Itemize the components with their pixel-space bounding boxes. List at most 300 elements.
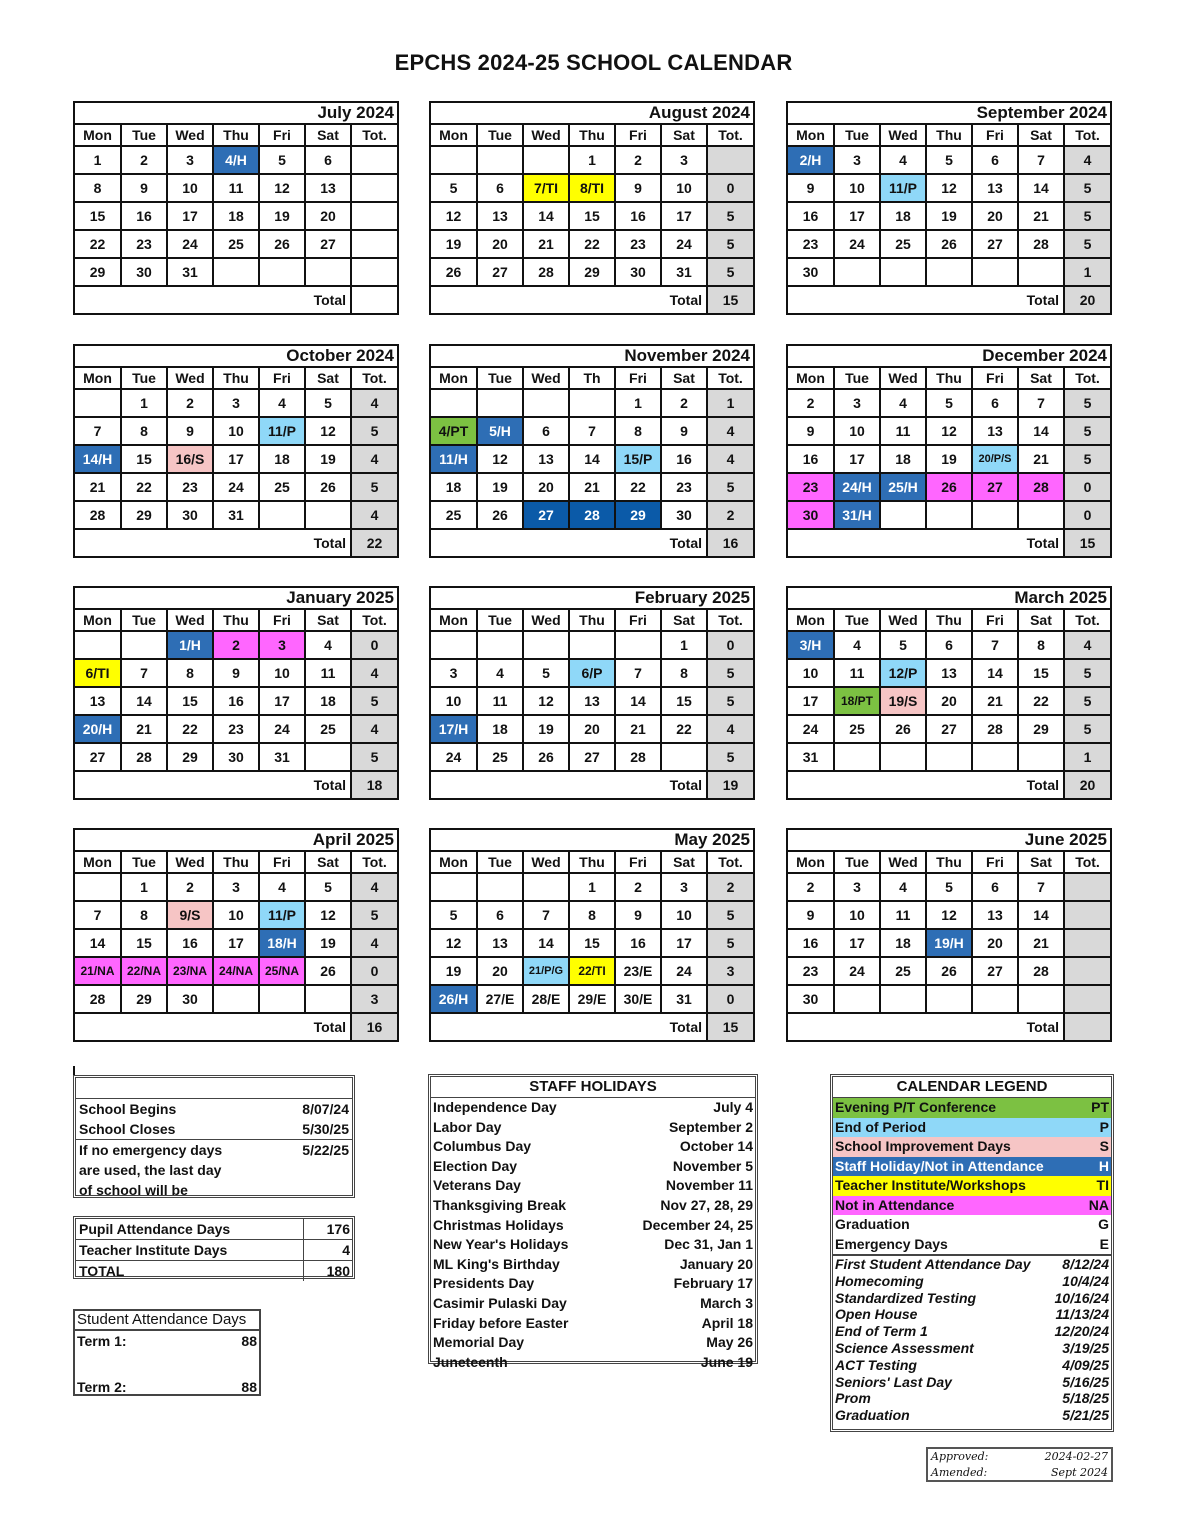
day-cell: 10 <box>834 174 880 202</box>
key-event-row: Graduation 5/21/25 <box>835 1407 1109 1424</box>
total-column-header: Tot. <box>1064 368 1110 389</box>
day-cell: 20 <box>477 230 523 258</box>
staff-holiday-row: Memorial Day May 26 <box>433 1334 753 1351</box>
day-cell: 11/H <box>431 445 477 473</box>
day-cell: 18 <box>880 929 926 957</box>
amended-row: Amended: Sept 2024 <box>931 1466 1108 1479</box>
day-cell: 2 <box>788 389 834 417</box>
day-cell: 20 <box>305 202 351 230</box>
weekday-header: Tue <box>477 610 523 631</box>
week-row <box>788 473 1110 501</box>
day-cell: 19 <box>523 715 569 743</box>
day-cell <box>431 389 477 417</box>
key-dates-box <box>73 1075 355 1198</box>
day-cell: 4 <box>305 631 351 659</box>
day-cell: 14/H <box>75 445 121 473</box>
day-cell: 16 <box>788 445 834 473</box>
day-cell <box>305 985 351 1013</box>
day-cell: 30 <box>661 501 707 529</box>
day-cell: 3 <box>167 146 213 174</box>
staff-holiday-row: Labor Day September 2 <box>433 1118 753 1135</box>
day-cell: 15 <box>75 202 121 230</box>
day-cell: 3 <box>259 631 305 659</box>
legend-item-pt: Evening P/T Conference PT <box>833 1098 1111 1118</box>
day-cell <box>834 985 880 1013</box>
week-total: 5 <box>351 473 397 501</box>
day-cell: 3 <box>213 873 259 901</box>
day-cell: 2 <box>167 873 213 901</box>
week-row <box>431 901 753 929</box>
staff-holiday-row: New Year's Holidays Dec 31, Jan 1 <box>433 1236 753 1253</box>
day-cell: 25 <box>213 230 259 258</box>
weekday-header: Wed <box>523 852 569 873</box>
week-total: 2 <box>707 873 753 901</box>
day-cell: 2 <box>661 389 707 417</box>
day-cell: 1 <box>569 146 615 174</box>
month-title: September 2024 <box>788 103 1110 125</box>
weekday-header: Tue <box>477 368 523 389</box>
week-total <box>1064 957 1110 985</box>
day-cell: 14 <box>1018 417 1064 445</box>
week-row <box>431 445 753 473</box>
week-total: 4 <box>351 929 397 957</box>
week-total: 5 <box>707 929 753 957</box>
weekday-header: Mon <box>75 125 121 146</box>
weekday-header: Fri <box>615 125 661 146</box>
week-row <box>431 389 753 417</box>
day-cell <box>972 501 1018 529</box>
week-row <box>75 445 397 473</box>
week-row <box>75 873 397 901</box>
approved-row: Approved: 2024-02-27 <box>931 1450 1108 1463</box>
weekday-header: Wed <box>880 125 926 146</box>
week-row <box>788 901 1110 929</box>
day-cell: 9 <box>788 417 834 445</box>
day-cell: 22 <box>167 715 213 743</box>
day-cell: 12 <box>477 445 523 473</box>
week-row <box>788 501 1110 529</box>
day-cell: 8 <box>167 659 213 687</box>
day-cell: 12 <box>305 901 351 929</box>
day-cell <box>523 389 569 417</box>
day-cell: 2 <box>121 146 167 174</box>
day-cell: 6 <box>305 146 351 174</box>
day-cell: 5/H <box>477 417 523 445</box>
day-cell <box>972 258 1018 286</box>
day-cell: 29 <box>75 258 121 286</box>
day-cell <box>1018 258 1064 286</box>
day-cell <box>926 501 972 529</box>
day-cell: 26 <box>259 230 305 258</box>
day-cell: 26 <box>926 957 972 985</box>
day-cell: 5 <box>926 146 972 174</box>
day-cell: 6 <box>477 174 523 202</box>
day-cell: 14 <box>972 659 1018 687</box>
day-cell: 22 <box>615 473 661 501</box>
day-cell: 25/NA <box>259 957 305 985</box>
day-cell: 15 <box>121 929 167 957</box>
week-total: 5 <box>1064 659 1110 687</box>
week-total: 5 <box>1064 389 1110 417</box>
day-cell: 24 <box>661 957 707 985</box>
month-grid <box>431 852 753 1040</box>
day-cell: 2 <box>615 146 661 174</box>
key-event-row: Standardized Testing 10/16/24 <box>835 1289 1109 1306</box>
month-total-label: Total <box>431 529 707 556</box>
day-cell: 23 <box>615 230 661 258</box>
day-cell: 21 <box>1018 929 1064 957</box>
day-cell: 7 <box>569 417 615 445</box>
week-row <box>75 901 397 929</box>
day-cell: 25 <box>880 230 926 258</box>
month-july-2024 <box>73 101 399 315</box>
weekday-header: Thu <box>569 125 615 146</box>
week-row <box>788 230 1110 258</box>
day-cell: 15 <box>167 687 213 715</box>
day-cell: 20 <box>477 957 523 985</box>
day-cell: 26 <box>926 230 972 258</box>
day-cell: 8 <box>121 417 167 445</box>
month-grid <box>431 610 753 798</box>
day-cell: 6 <box>523 417 569 445</box>
staff-holiday-row: Christmas Holidays December 24, 25 <box>433 1216 753 1233</box>
day-cell <box>880 985 926 1013</box>
total-column-header: Tot. <box>707 368 753 389</box>
day-cell: 23 <box>213 715 259 743</box>
month-title: July 2024 <box>75 103 397 125</box>
weekday-header: Mon <box>75 368 121 389</box>
day-cell: 1 <box>75 146 121 174</box>
staff-holiday-row: Friday before Easter April 18 <box>433 1314 753 1331</box>
day-cell: 1 <box>661 631 707 659</box>
day-cell: 20 <box>523 473 569 501</box>
month-title: August 2024 <box>431 103 753 125</box>
day-cell: 7 <box>1018 873 1064 901</box>
month-total-label: Total <box>75 771 351 798</box>
weekday-header: Tue <box>477 125 523 146</box>
day-cell: 10 <box>661 901 707 929</box>
day-cell: 17 <box>788 687 834 715</box>
weekday-header: Thu <box>926 125 972 146</box>
week-row <box>431 715 753 743</box>
day-cell: 30/E <box>615 985 661 1013</box>
week-row <box>431 202 753 230</box>
month-january-2025 <box>73 586 399 800</box>
day-cell: 7 <box>1018 389 1064 417</box>
day-cell: 29 <box>615 501 661 529</box>
week-row <box>431 687 753 715</box>
day-cell: 11 <box>880 417 926 445</box>
total-column-header: Tot. <box>1064 852 1110 873</box>
day-cell <box>834 258 880 286</box>
day-cell: 30 <box>213 743 259 771</box>
weekday-header: Thu <box>213 610 259 631</box>
day-cell: 13 <box>523 445 569 473</box>
day-cell: 27 <box>926 715 972 743</box>
day-cell: 24/H <box>834 473 880 501</box>
day-cell: 25 <box>834 715 880 743</box>
weekday-header: Thu <box>926 852 972 873</box>
weekday-header: Fri <box>972 368 1018 389</box>
week-total: 5 <box>707 659 753 687</box>
day-cell: 2 <box>615 873 661 901</box>
day-cell: 7/TI <box>523 174 569 202</box>
day-cell: 3 <box>431 659 477 687</box>
week-row <box>431 473 753 501</box>
day-cell: 12 <box>431 929 477 957</box>
day-cell: 16 <box>788 929 834 957</box>
day-cell: 26 <box>880 715 926 743</box>
day-cell: 31 <box>661 258 707 286</box>
weekday-header: Mon <box>75 852 121 873</box>
day-cell: 9 <box>788 901 834 929</box>
key-event-row: Homecoming 10/4/24 <box>835 1272 1109 1289</box>
day-cell: 6 <box>926 631 972 659</box>
week-total: 5 <box>1064 202 1110 230</box>
day-cell: 23 <box>788 473 834 501</box>
month-total-label: Total <box>431 286 707 313</box>
key-event-row: Seniors' Last Day 5/16/25 <box>835 1373 1109 1390</box>
day-cell <box>926 743 972 771</box>
week-total: 5 <box>707 258 753 286</box>
weekday-header: Mon <box>788 852 834 873</box>
key-dates-blank-header <box>76 1078 352 1099</box>
day-cell: 1 <box>121 873 167 901</box>
month-grid <box>75 610 397 798</box>
day-cell: 14 <box>121 687 167 715</box>
day-cell: 18 <box>477 715 523 743</box>
week-row <box>788 631 1110 659</box>
day-cell: 21 <box>75 473 121 501</box>
day-cell: 1 <box>121 389 167 417</box>
week-row <box>431 230 753 258</box>
weekday-header: Thu <box>213 852 259 873</box>
day-cell: 7 <box>615 659 661 687</box>
week-row <box>788 417 1110 445</box>
day-cell: 17 <box>661 202 707 230</box>
staff-holiday-row: ML King's Birthday January 20 <box>433 1255 753 1272</box>
day-cell: 27 <box>972 473 1018 501</box>
day-cell <box>1018 985 1064 1013</box>
legend-item-ti: Teacher Institute/Workshops TI <box>833 1176 1111 1196</box>
day-cell: 14 <box>523 929 569 957</box>
day-cell <box>305 258 351 286</box>
day-cell: 27 <box>972 957 1018 985</box>
day-cell: 27 <box>305 230 351 258</box>
day-cell: 7 <box>972 631 1018 659</box>
month-grid <box>788 610 1110 798</box>
legend-item-s: School Improvement Days S <box>833 1137 1111 1157</box>
weekday-header: Wed <box>880 610 926 631</box>
week-row <box>75 985 397 1013</box>
month-title: December 2024 <box>788 346 1110 368</box>
day-cell: 31 <box>167 258 213 286</box>
legend-item-p: End of Period P <box>833 1118 1111 1138</box>
day-cell: 5 <box>926 873 972 901</box>
month-total-value: 15 <box>707 1013 753 1040</box>
day-cell <box>880 501 926 529</box>
weekday-header: Mon <box>788 610 834 631</box>
week-row <box>431 873 753 901</box>
day-cell: 28 <box>972 715 1018 743</box>
weekday-header: Wed <box>523 368 569 389</box>
week-row <box>788 146 1110 174</box>
weekday-header: Mon <box>788 125 834 146</box>
week-total: 2 <box>707 501 753 529</box>
month-total-value <box>1064 1013 1110 1040</box>
week-total: 5 <box>1064 687 1110 715</box>
day-cell: 23 <box>121 230 167 258</box>
weekday-header: Fri <box>615 852 661 873</box>
month-grid <box>75 125 397 313</box>
day-cell: 10 <box>213 417 259 445</box>
day-cell: 3 <box>834 873 880 901</box>
week-row <box>75 715 397 743</box>
day-cell: 23 <box>167 473 213 501</box>
key-date-row: of school will be <box>79 1182 188 1198</box>
summary-row: TOTAL 180 <box>76 1260 352 1281</box>
week-total: 3 <box>351 985 397 1013</box>
day-cell: 14 <box>523 202 569 230</box>
day-cell: 26 <box>523 743 569 771</box>
month-total-label: Total <box>788 771 1064 798</box>
day-cell: 4 <box>259 389 305 417</box>
day-cell: 5 <box>305 873 351 901</box>
month-total-value: 18 <box>351 771 397 798</box>
day-cell <box>523 873 569 901</box>
weekday-header: Wed <box>167 125 213 146</box>
day-cell: 10 <box>259 659 305 687</box>
approval-box <box>926 1447 1113 1482</box>
week-row <box>431 417 753 445</box>
day-cell: 13 <box>305 174 351 202</box>
week-total: 5 <box>1064 445 1110 473</box>
day-cell: 25 <box>259 473 305 501</box>
weekday-header: Thu <box>569 852 615 873</box>
week-total: 4 <box>707 445 753 473</box>
day-cell: 11 <box>305 659 351 687</box>
day-cell: 26 <box>477 501 523 529</box>
day-cell: 19 <box>305 445 351 473</box>
day-cell: 3 <box>834 389 880 417</box>
day-cell: 28 <box>615 743 661 771</box>
day-cell: 18 <box>259 445 305 473</box>
month-total-value: 20 <box>1064 286 1110 313</box>
day-cell: 28/E <box>523 985 569 1013</box>
day-cell: 19 <box>926 202 972 230</box>
month-total-value: 15 <box>707 286 753 313</box>
day-cell: 22 <box>569 230 615 258</box>
staff-holiday-row: Presidents Day February 17 <box>433 1275 753 1292</box>
month-grid <box>431 125 753 313</box>
day-cell: 12 <box>305 417 351 445</box>
day-cell: 28 <box>1018 230 1064 258</box>
week-total: 1 <box>1064 258 1110 286</box>
day-cell: 24 <box>661 230 707 258</box>
week-row <box>431 957 753 985</box>
day-cell: 22 <box>121 473 167 501</box>
day-cell: 29 <box>167 743 213 771</box>
day-cell: 5 <box>880 631 926 659</box>
day-cell: 20/H <box>75 715 121 743</box>
weekday-header: Mon <box>431 852 477 873</box>
month-august-2024 <box>429 101 755 315</box>
week-row <box>788 202 1110 230</box>
month-title: April 2025 <box>75 830 397 852</box>
day-cell: 24 <box>259 715 305 743</box>
day-cell: 26 <box>305 473 351 501</box>
weekday-header: Fri <box>615 368 661 389</box>
weekday-header: Tue <box>834 610 880 631</box>
weekday-header: Sat <box>1018 368 1064 389</box>
weekday-header: Wed <box>880 368 926 389</box>
week-total: 4 <box>707 417 753 445</box>
day-cell: 14 <box>1018 901 1064 929</box>
week-total <box>1064 929 1110 957</box>
day-cell: 3 <box>661 873 707 901</box>
day-cell <box>569 631 615 659</box>
day-cell <box>523 631 569 659</box>
legend-item-g: Graduation G <box>835 1216 1109 1232</box>
weekday-header: Fri <box>615 610 661 631</box>
day-cell <box>926 258 972 286</box>
day-cell: 21 <box>523 230 569 258</box>
month-total-value: 15 <box>1064 529 1110 556</box>
day-cell: 27 <box>75 743 121 771</box>
legend-header: CALENDAR LEGEND <box>833 1077 1111 1098</box>
week-row <box>788 957 1110 985</box>
day-cell: 24 <box>834 957 880 985</box>
day-cell: 17 <box>834 445 880 473</box>
day-cell: 20 <box>569 715 615 743</box>
day-cell: 28 <box>523 258 569 286</box>
day-cell: 16 <box>615 929 661 957</box>
week-total: 5 <box>707 743 753 771</box>
week-row <box>788 929 1110 957</box>
day-cell: 18 <box>305 687 351 715</box>
month-total-value <box>351 286 397 313</box>
weekday-header: Tue <box>834 852 880 873</box>
day-cell: 18 <box>431 473 477 501</box>
day-cell: 5 <box>523 659 569 687</box>
day-cell: 14 <box>569 445 615 473</box>
day-cell: 25 <box>880 957 926 985</box>
total-column-header: Tot. <box>1064 610 1110 631</box>
day-cell <box>477 873 523 901</box>
day-cell: 31/H <box>834 501 880 529</box>
day-cell: 23 <box>661 473 707 501</box>
day-cell: 25 <box>477 743 523 771</box>
week-row <box>75 473 397 501</box>
day-cell: 19 <box>305 929 351 957</box>
week-row <box>788 659 1110 687</box>
student-attendance-box <box>73 1309 261 1396</box>
day-cell: 1/H <box>167 631 213 659</box>
day-cell: 9 <box>615 901 661 929</box>
month-total-label: Total <box>431 771 707 798</box>
day-cell: 12 <box>523 687 569 715</box>
month-grid <box>75 852 397 1040</box>
day-cell <box>615 631 661 659</box>
weekday-header: Sat <box>661 368 707 389</box>
day-cell: 4/PT <box>431 417 477 445</box>
day-cell: 29/E <box>569 985 615 1013</box>
week-total: 5 <box>1064 417 1110 445</box>
day-cell: 10 <box>834 417 880 445</box>
day-cell: 2 <box>788 873 834 901</box>
week-row <box>788 873 1110 901</box>
week-total: 4 <box>351 659 397 687</box>
